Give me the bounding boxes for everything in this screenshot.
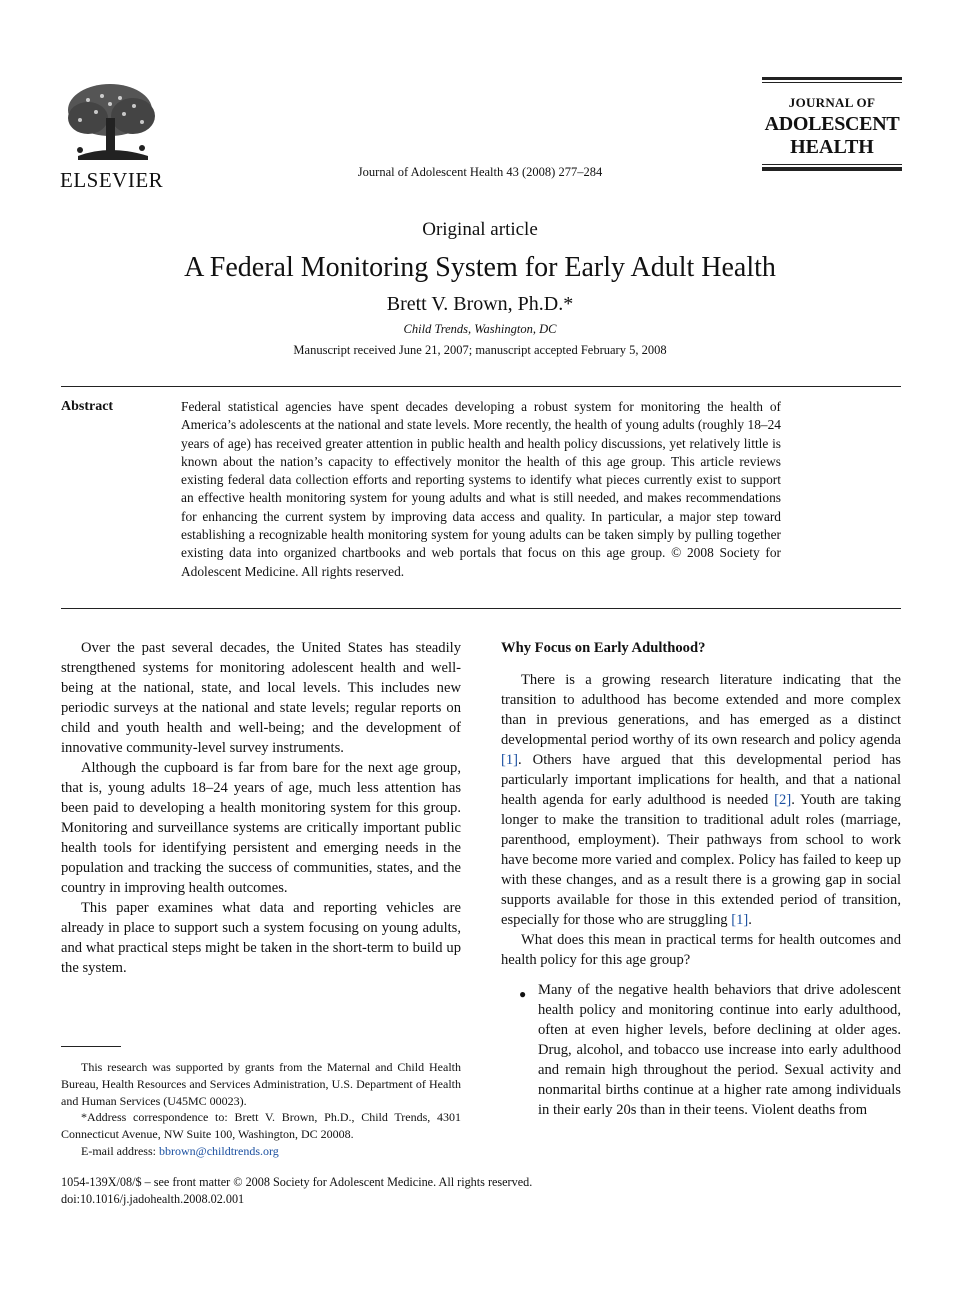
- journal-citation: Journal of Adolescent Health 43 (2008) 277–284: [357, 165, 603, 179]
- masthead-bottom-rule-thin: [762, 164, 902, 165]
- abstract-text: Federal statistical agencies have spent decades developing a robust system for monitoring the health of America’s adolescents at the national and state levels. More recently, the health of young adults (roughly 18–24 years of age) has received greater attention in public health and health policy discussions, yet relatively little is known about the nation’s capacity to effectively monitor the health of this age group. This article reviews existing federal data collection efforts and reporting systems to identify what pieces currently exist to support an effective health monitoring system for young adults and what is still needed, and makes recommendations for enhancing the current system by improving data access and quality. In particular, a major step toward establishing a recognizable health monitoring system for young adults can be taken simply by pulling together existing data into organized chartbooks and web portals that focus on this age group. © 2008 Society for Adolescent Medicine. All rights reserved.: [181, 399, 781, 579]
- abstract-label: Abstract: [61, 399, 114, 414]
- body-paragraph: What does this mean in practical terms for health outcomes and health policy for this age group?: [501, 932, 901, 968]
- bullet-item: [501, 980, 901, 1120]
- paragraph-text: . Youth are taking longer to make the transition to traditional adult roles (marriage, parenthood, employment). Their pathways from school to work have become more varied and complex. Policy has failed to keep up with these changes, and as a result there is a growing gap in social supports available for those in this extended period of transition, especially for those who are struggling: [501, 792, 901, 928]
- paragraph-text: There is a growing research literature indicating that the transition to adulthood has become extended and more complex than in previous generations, and has emerged as a distinct developmental period worthy of its own research and policy agenda: [501, 672, 901, 748]
- bottom-info: [61, 1174, 532, 1208]
- abstract-bottom-rule: [61, 608, 901, 609]
- body-paragraph: [501, 670, 901, 930]
- issn-line: 1054-139X/08/$ – see front matter © 2008 Society for Adolescent Medicine. All rights reserved.: [61, 1175, 533, 1189]
- paragraph-text: . Others have argued that this developmental period has particularly important implications for health, and that a national health agenda for early adulthood is needed: [501, 752, 901, 808]
- section-heading: Why Focus on Early Adulthood?: [501, 640, 706, 656]
- article-type: Original article: [422, 219, 538, 240]
- paragraph-text: .: [748, 912, 752, 928]
- body-left-column: [61, 638, 461, 978]
- footnote-rule: [61, 1046, 121, 1047]
- manuscript-dates: Manuscript received June 21, 2007; manuscript accepted February 5, 2008: [293, 343, 667, 357]
- masthead-line-2: ADOLESCENT: [764, 113, 900, 135]
- masthead-top-rule: [762, 77, 902, 80]
- article-author: Brett V. Brown, Ph.D.*: [386, 293, 574, 315]
- body-paragraph: This paper examines what data and reporting vehicles are already in place to support such a system focusing on young adults, and what practical steps might be taken in the short-term to build up the system.: [61, 900, 461, 976]
- article-title: A Federal Monitoring System for Early Adult Health: [184, 252, 776, 283]
- reference-link[interactable]: [1]: [731, 912, 749, 928]
- doi-line[interactable]: doi:10.1016/j.jadohealth.2008.02.001: [61, 1192, 245, 1206]
- body-paragraph: Over the past several decades, the United States has steadily strengthened systems for monitoring adolescent health and well-being at the national, state, and local levels. This includes new periodic surveys at the national and state levels; regular reports on child and youth health and well-being; and the development of innovative community-level survey instruments.: [61, 640, 461, 756]
- masthead-top-rule-thin: [762, 82, 902, 83]
- email-footnote: [61, 1143, 461, 1160]
- bullet-icon: ●: [519, 987, 527, 1001]
- bullet-text: Many of the negative health behaviors that drive adolescent health policy and monitoring continue into early adulthood, often at even higher levels, before declining at older ages. Drug, alcohol, and tobacco use increase into early adulthood and remain high throughout the period. Sexual activity and nonmarital births continue at a higher rate among individuals in their early 20s than in their teens. Violent deaths from: [538, 982, 901, 1118]
- masthead-bottom-rule: [762, 167, 902, 171]
- email-link[interactable]: bbrown@childtrends.org: [158, 1143, 279, 1158]
- funding-footnote: This research was supported by grants from the Maternal and Child Health Bureau, Health Resources and Services Administration, U.S. Department of Health and Human Services (U45MC 00023).: [61, 1060, 461, 1108]
- masthead-line-1: JOURNAL OF: [788, 95, 876, 110]
- body-right-column: [501, 638, 901, 1120]
- reference-link[interactable]: [1]: [501, 752, 519, 768]
- body-paragraph: Although the cupboard is far from bare for the next age group, that is, young adults 18–24 years of age, much less attention has been paid to developing a health monitoring system for this group. Monitoring and surveillance systems are critically important public health tools for identifying persistent and emerging needs in the population and tracking the success of communities, states, and the country in improving health outcomes.: [61, 760, 461, 896]
- publisher-name: ELSEVIER: [60, 168, 164, 192]
- author-affiliation: Child Trends, Washington, DC: [403, 322, 557, 336]
- email-label: E-mail address:: [81, 1143, 159, 1158]
- footnotes: [61, 1059, 461, 1160]
- reference-link[interactable]: [2]: [774, 792, 792, 808]
- abstract-top-rule: [61, 386, 901, 387]
- masthead-line-3: HEALTH: [790, 136, 874, 158]
- address-footnote: *Address correspondence to: Brett V. Brown, Ph.D., Child Trends, 4301 Connecticut Avenue, NW Suite 100, Washington, DC 20008.: [61, 1110, 461, 1142]
